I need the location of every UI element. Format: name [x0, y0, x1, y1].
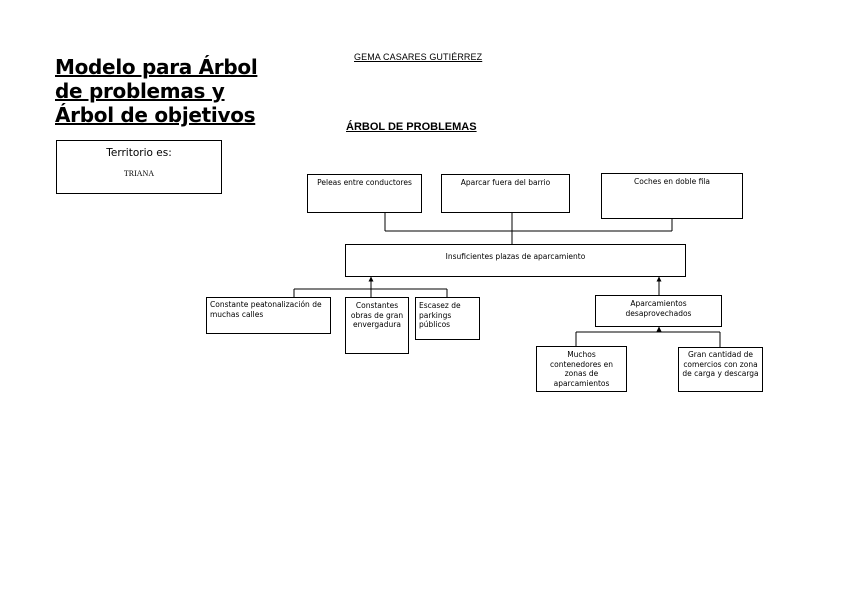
effect-box: Aparcar fuera del barrio	[441, 174, 570, 213]
effect-box: Peleas entre conductores	[307, 174, 422, 213]
subcause-box: Gran cantidad de comercios con zona de carga y descarga	[678, 347, 763, 392]
territory-label: Territorio es:	[106, 147, 172, 159]
author-name: GEMA CASARES GUTIÉRREZ	[354, 52, 483, 62]
effect-box: Coches en doble fila	[601, 173, 743, 219]
subcause-box: Muchos contenedores en zonas de aparcamientos	[536, 346, 627, 392]
cause-box: Escasez de parkings públicos	[415, 297, 480, 340]
territory-value: TRIANA	[123, 169, 155, 178]
cause-box: Aparcamientos desaprovechados	[595, 295, 722, 327]
cause-box: Constante peatonalización de muchas calles	[206, 297, 331, 334]
core-problem-box: Insuficientes plazas de aparcamiento	[345, 244, 686, 277]
tree-title: ÁRBOL DE PROBLEMAS	[346, 121, 477, 133]
cause-box: Constantes obras de gran envergadura	[345, 297, 409, 354]
document-title: Modelo para Árbol de problemas y Árbol de objetivos	[55, 55, 258, 127]
